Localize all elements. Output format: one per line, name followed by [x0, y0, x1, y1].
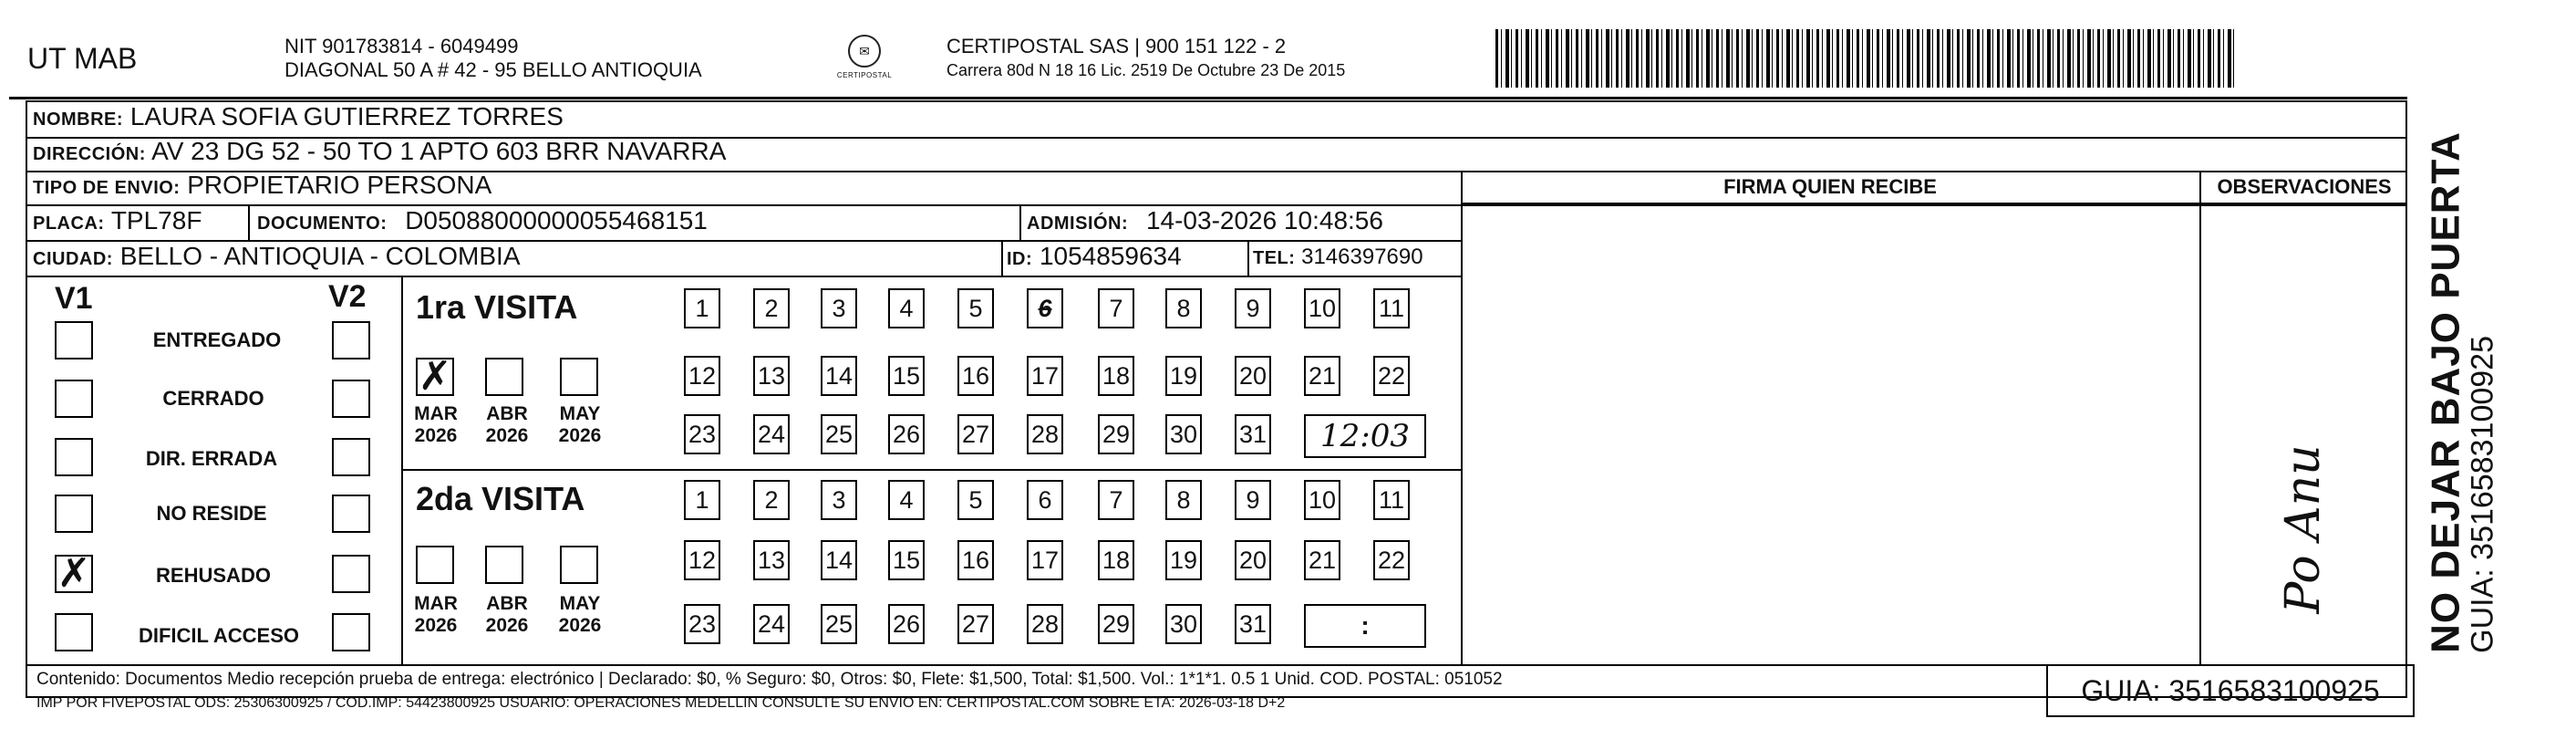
nombre-row	[33, 102, 564, 131]
day-box-second-12[interactable]: 12	[684, 540, 720, 580]
day-box-first-2[interactable]: 2	[753, 288, 790, 328]
barcode	[1495, 29, 2234, 88]
first-visit-month-abr-checkbox[interactable]	[485, 358, 523, 396]
day-box-first-9[interactable]: 9	[1235, 288, 1271, 328]
second-visit-title: 2da VISITA	[416, 480, 585, 517]
day-box-second-28[interactable]: 28	[1027, 604, 1063, 644]
footer-content-line: Contenido: Documentos Medio recepción prueba de entrega: electrónico | Declarado: $0, % Seguro: $0, Otros: $0, Flete: $1,500, Total: $1,500. Vol.: 1*1*1. 0.5 1 Unid. COD. POSTAL: 051052	[36, 670, 1503, 689]
day-box-first-7[interactable]: 7	[1098, 288, 1134, 328]
v2-no-reside-checkbox[interactable]	[332, 495, 370, 533]
day-box-first-30[interactable]: 30	[1165, 414, 1202, 454]
envelope-seal-icon: ✉	[848, 35, 881, 68]
visit-divider	[401, 469, 1461, 471]
col-divider	[1461, 171, 1463, 664]
day-box-first-25[interactable]: 25	[821, 414, 857, 454]
second-visit-month-may-checkbox[interactable]	[560, 546, 598, 584]
documento-cell	[257, 206, 708, 235]
firma-header: FIRMA QUIEN RECIBE	[1723, 175, 1937, 198]
tipo-row	[33, 171, 491, 200]
company-logo	[825, 35, 904, 89]
cell-divider	[1247, 240, 1249, 276]
status-label-entregado: ENTREGADO	[152, 328, 282, 351]
admision-label: ADMISIÓN:	[1027, 214, 1129, 234]
first-visit-title: 1ra VISITA	[416, 288, 578, 326]
v1-dificil-acceso-checkbox[interactable]	[55, 613, 93, 651]
day-box-second-15[interactable]: 15	[888, 540, 925, 580]
day-box-second-13[interactable]: 13	[753, 540, 790, 580]
day-box-second-20[interactable]: 20	[1235, 540, 1271, 580]
company-name: CERTIPOSTAL SAS | 900 151 122 - 2	[947, 35, 1287, 57]
ciudad-label: CIUDAD:	[33, 249, 113, 269]
tel-cell	[1253, 245, 1423, 270]
v2-dir-errada-checkbox[interactable]	[332, 438, 370, 476]
nombre-label: NOMBRE:	[33, 109, 124, 130]
v2-entregado-checkbox[interactable]	[332, 321, 370, 359]
second-visit-time[interactable]: :	[1304, 604, 1426, 648]
v2-header: V2	[328, 279, 367, 314]
first-visit-month-may-checkbox[interactable]	[560, 358, 598, 396]
second-visit-month-label: MAY 2026	[558, 593, 602, 636]
day-box-first-23[interactable]: 23	[684, 414, 720, 454]
day-box-first-6[interactable]: 6	[1027, 288, 1063, 328]
day-box-first-8[interactable]: 8	[1165, 288, 1202, 328]
day-box-first-11[interactable]: 11	[1373, 288, 1410, 328]
day-box-second-22[interactable]: 22	[1373, 540, 1410, 580]
day-box-second-1[interactable]: 1	[684, 480, 720, 520]
side-guia-text: GUIA: 3516583100925	[2465, 336, 2500, 653]
row-divider	[26, 276, 1461, 277]
tel-value: 3146397690	[1301, 245, 1423, 269]
day-box-second-10[interactable]: 10	[1304, 480, 1340, 520]
day-box-second-30[interactable]: 30	[1165, 604, 1202, 644]
cell-divider	[1001, 240, 1003, 276]
ciudad-value: BELLO - ANTIOQUIA - COLOMBIA	[119, 242, 521, 270]
id-cell	[1007, 242, 1182, 271]
footer-imp-line: IMP POR FIVEPOSTAL ODS: 25306300925 / COD.IMP: 54423800925 USUARIO: OPERACIONES MEDELLIN CONSULTE SU ENVIO EN: CERTIPOSTAL.COM SOBRE ETA: 2026-03-18 D+2	[36, 695, 1286, 711]
day-box-second-17[interactable]: 17	[1027, 540, 1063, 580]
day-box-second-14[interactable]: 14	[821, 540, 857, 580]
v2-rehusado-checkbox[interactable]	[332, 555, 370, 593]
row-divider	[1461, 203, 2407, 204]
first-visit-month-label: MAY 2026	[558, 403, 602, 446]
day-box-first-19[interactable]: 19	[1165, 356, 1202, 396]
day-box-first-16[interactable]: 16	[957, 356, 994, 396]
first-visit-month-label: MAR 2026	[414, 403, 458, 446]
second-visit-month-label: ABR 2026	[485, 593, 529, 636]
day-box-second-27[interactable]: 27	[957, 604, 994, 644]
day-box-first-12[interactable]: 12	[684, 356, 720, 396]
day-box-first-18[interactable]: 18	[1098, 356, 1134, 396]
status-label-cerrado: CERRADO	[162, 387, 264, 410]
v1-cerrado-checkbox[interactable]	[55, 380, 93, 418]
day-box-second-23[interactable]: 23	[684, 604, 720, 644]
v1-rehusado-checkbox[interactable]: ✗	[55, 555, 93, 593]
day-box-first-31[interactable]: 31	[1235, 414, 1271, 454]
day-box-first-13[interactable]: 13	[753, 356, 790, 396]
id-value: 1054859634	[1039, 242, 1182, 270]
v1-dir-errada-checkbox[interactable]	[55, 438, 93, 476]
day-box-second-9[interactable]: 9	[1235, 480, 1271, 520]
tipo-label: TIPO DE ENVIO:	[33, 178, 181, 198]
day-box-second-3[interactable]: 3	[821, 480, 857, 520]
day-box-second-2[interactable]: 2	[753, 480, 790, 520]
sender-address: DIAGONAL 50 A # 42 - 95 BELLO ANTIOQUIA	[284, 58, 702, 81]
day-box-first-20[interactable]: 20	[1235, 356, 1271, 396]
day-box-second-7[interactable]: 7	[1098, 480, 1134, 520]
v1-entregado-checkbox[interactable]	[55, 321, 93, 359]
first-visit-month-mar-checkbox[interactable]: ✗	[416, 358, 454, 396]
day-box-second-21[interactable]: 21	[1304, 540, 1340, 580]
day-box-first-29[interactable]: 29	[1098, 414, 1134, 454]
no-dejar-bajo-puerta-text: NO DEJAR BAJO PUERTA	[2423, 131, 2468, 653]
day-box-first-27[interactable]: 27	[957, 414, 994, 454]
placa-value: TPL78F	[110, 206, 202, 234]
company-address: Carrera 80d N 18 16 Lic. 2519 De Octubre 23 De 2015	[947, 61, 1346, 79]
v1-header: V1	[55, 281, 93, 316]
sender-nit: NIT 901783814 - 6049499	[284, 35, 519, 57]
ciudad-cell	[33, 242, 521, 271]
guia-number-box: GUIA: 3516583100925	[2046, 664, 2415, 717]
cell-divider	[1019, 204, 1021, 240]
day-box-second-24[interactable]: 24	[753, 604, 790, 644]
col-divider	[2199, 171, 2201, 664]
cell-divider	[248, 204, 250, 240]
day-box-second-11[interactable]: 11	[1373, 480, 1410, 520]
second-visit-month-mar-checkbox[interactable]	[416, 546, 454, 584]
day-box-second-8[interactable]: 8	[1165, 480, 1202, 520]
v1-no-reside-checkbox[interactable]	[55, 495, 93, 533]
status-label-dificil-acceso: DIFICIL ACCESO	[138, 624, 299, 647]
direccion-value: AV 23 DG 52 - 50 TO 1 APTO 603 BRR NAVARRA	[151, 137, 727, 165]
v2-dificil-acceso-checkbox[interactable]	[332, 613, 370, 651]
admision-cell	[1027, 206, 1383, 235]
status-label-no-reside: NO RESIDE	[156, 502, 267, 525]
placa-cell	[33, 206, 202, 235]
day-box-second-5[interactable]: 5	[957, 480, 994, 520]
status-label-dir-errada: DIR. ERRADA	[145, 447, 278, 470]
id-label: ID:	[1007, 249, 1033, 269]
documento-value: D05088000000055468151	[405, 206, 708, 234]
day-box-second-19[interactable]: 19	[1165, 540, 1202, 580]
logo-caption: CERTIPOSTAL	[836, 71, 893, 79]
day-box-first-4[interactable]: 4	[888, 288, 925, 328]
documento-label: DOCUMENTO:	[257, 214, 388, 234]
side-label	[2424, 131, 2501, 653]
header-divider	[9, 97, 2407, 99]
cell-divider	[401, 276, 403, 664]
tipo-value: PROPIETARIO PERSONA	[187, 171, 492, 199]
placa-label: PLACA:	[33, 214, 105, 234]
day-box-first-21[interactable]: 21	[1304, 356, 1340, 396]
second-visit-month-label: MAR 2026	[414, 593, 458, 636]
day-box-first-10[interactable]: 10	[1304, 288, 1340, 328]
first-visit-time[interactable]: 12:03	[1304, 414, 1426, 458]
day-box-second-6[interactable]: 6	[1027, 480, 1063, 520]
day-box-first-14[interactable]: 14	[821, 356, 857, 396]
admision-value: 14-03-2026 10:48:56	[1145, 206, 1383, 234]
direccion-row	[33, 137, 726, 166]
day-box-second-26[interactable]: 26	[888, 604, 925, 644]
tel-label: TEL:	[1253, 248, 1296, 268]
sender-name: UT MAB	[27, 42, 138, 75]
day-box-first-1[interactable]: 1	[684, 288, 720, 328]
day-box-second-18[interactable]: 18	[1098, 540, 1134, 580]
day-box-second-16[interactable]: 16	[957, 540, 994, 580]
day-box-first-28[interactable]: 28	[1027, 414, 1063, 454]
nombre-value: LAURA SOFIA GUTIERREZ TORRES	[129, 102, 564, 130]
day-box-first-26[interactable]: 26	[888, 414, 925, 454]
handwritten-signature: Po Anu	[2276, 444, 2331, 614]
status-label-rehusado: REHUSADO	[156, 564, 271, 587]
day-box-second-29[interactable]: 29	[1098, 604, 1134, 644]
v2-cerrado-checkbox[interactable]	[332, 380, 370, 418]
day-box-second-25[interactable]: 25	[821, 604, 857, 644]
day-box-first-17[interactable]: 17	[1027, 356, 1063, 396]
day-box-first-3[interactable]: 3	[821, 288, 857, 328]
company-info	[947, 35, 1345, 82]
day-box-first-24[interactable]: 24	[753, 414, 790, 454]
observaciones-header: OBSERVACIONES	[2217, 175, 2392, 198]
day-box-first-22[interactable]: 22	[1373, 356, 1410, 396]
sender-info	[284, 35, 702, 82]
direccion-label: DIRECCIÓN:	[33, 144, 146, 164]
day-box-first-5[interactable]: 5	[957, 288, 994, 328]
day-box-second-31[interactable]: 31	[1235, 604, 1271, 644]
first-visit-month-label: ABR 2026	[485, 403, 529, 446]
day-box-second-4[interactable]: 4	[888, 480, 925, 520]
second-visit-month-abr-checkbox[interactable]	[485, 546, 523, 584]
day-box-first-15[interactable]: 15	[888, 356, 925, 396]
